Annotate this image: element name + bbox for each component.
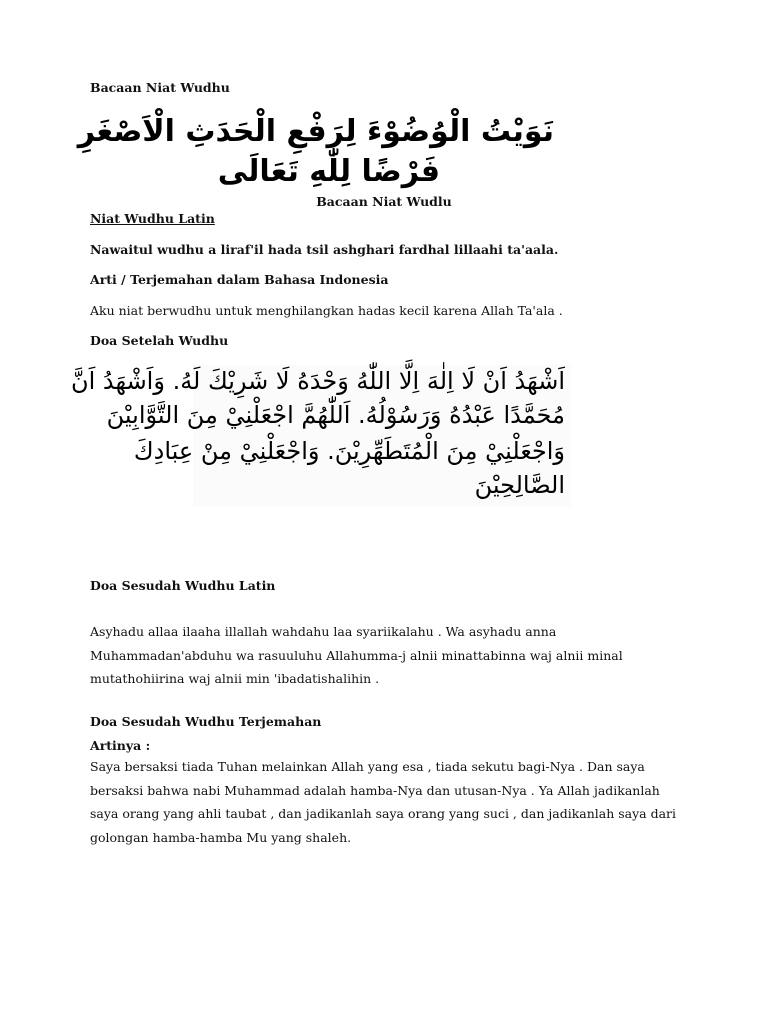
niat-arabic-line-1: نَوَيْتُ الْوُضُوْءَ لِرَفْعِ الْحَدَثِ الْاَصْغَرِ	[77, 114, 554, 149]
arti-heading: Arti / Terjemahan dalam Bahasa Indonesia	[90, 272, 389, 287]
doa-arabic-line-4: الصَّالِحِيْنَ	[474, 471, 565, 499]
doa-setelah-heading: Doa Setelah Wudhu	[90, 333, 229, 348]
artinya-label: Artinya :	[90, 738, 151, 753]
arti-text: Aku niat berwudhu untuk menghilangkan hadas kecil karena Allah Ta'ala .	[90, 303, 563, 318]
niat-latin-text: Nawaitul wudhu a liraf'il hada tsil ashghari fardhal lillaahi ta'aala.	[90, 242, 559, 257]
doa-arabic-line-3: وَاجْعَلْنِيْ مِنَ الْمُتَطَهِّرِيْنَ. وَاجْعَلْنِيْ مِنْ عِبَادِكَ	[133, 437, 565, 465]
doa-arabic-text-image	[70, 365, 571, 507]
doa-arabic-line-2: مُحَمَّدًا عَبْدُهُ وَرَسُوْلُهُ. اَللّٰهُمَّ اجْعَلْنِيْ مِنَ التَّوَّابِيْنَ	[106, 401, 565, 429]
page-title: Bacaan Niat Wudhu	[90, 80, 230, 95]
niat-arabic-calligraphy	[77, 110, 560, 190]
niat-latin-heading: Niat Wudhu Latin	[90, 211, 215, 226]
doa-latin-paragraph: Asyhadu allaa ilaaha illallah wahdahu laa syariikalahu . Wa asyhadu anna Muhammadan'abduhu wa rasuuluhu Allahumma-j alnii minattabinna waj alnii minal mutathohiirina waj alnii min 'ibadatishalihin .	[90, 624, 623, 686]
niat-arabic-line-2: فَرْضًا لِلّٰهِ تَعَالَى	[217, 154, 440, 189]
doa-latin-heading: Doa Sesudah Wudhu Latin	[90, 578, 276, 593]
terjemahan-paragraph: Saya bersaksi tiada Tuhan melainkan Allah yang esa , tiada sekutu bagi-Nya . Dan saya bersaksi bahwa nabi Muhammad adalah hamba-Nya dan utusan-Nya . Ya Allah jadikanlah saya orang yang ahli taubat , dan jadikanlah saya orang yang suci , dan jadikanlah saya dari golongan hamba-hamba Mu yang shaleh.	[90, 759, 677, 845]
terjemahan-heading: Doa Sesudah Wudhu Terjemahan	[90, 714, 322, 729]
doa-arabic-line-1: اَشْهَدُ اَنْ لَا اِلٰهَ اِلَّا اللّٰهُ وَحْدَهُ لَا شَرِيْكَ لَهُ. وَاَشْهَدُ اَنَّ	[70, 367, 565, 395]
niat-image-caption: Bacaan Niat Wudlu	[316, 194, 452, 209]
